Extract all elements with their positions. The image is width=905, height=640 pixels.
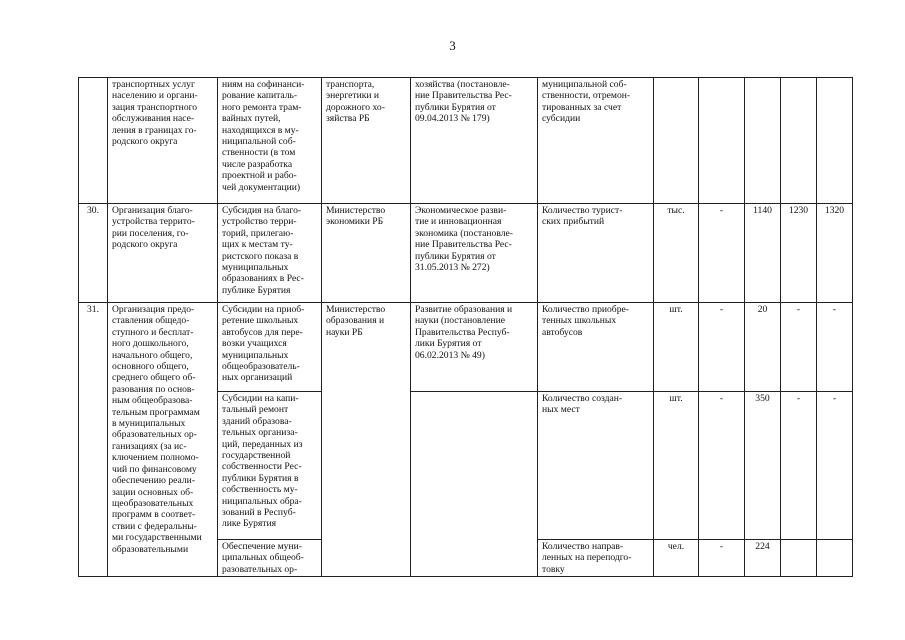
cell-indicator: муниципальной соб- ственности, отремон- тированных за счет субсидии — [538, 78, 654, 204]
cell-num: 31. — [79, 303, 108, 577]
cell-unit: шт. — [654, 303, 699, 392]
cell-ministry: Министерство образования и науки РБ — [322, 303, 411, 577]
table-row-31a — [79, 303, 853, 392]
cell-program-empty — [411, 392, 538, 577]
cell-subsidy: Обеспечение муни- ципальных общеоб- разовательных ор- — [218, 540, 322, 577]
page-number: 3 — [449, 38, 456, 53]
table-row-continued — [79, 78, 853, 204]
cell-ministry: транспорта, энергетики и дорожного хо- зяйства РБ — [322, 78, 411, 204]
cell-base: - — [699, 392, 745, 540]
cell-value-1: 20 — [745, 303, 781, 392]
cell-base: - — [699, 540, 745, 577]
cell-value-2: - — [781, 392, 817, 540]
cell-base: - — [699, 204, 745, 303]
subsidy-table — [78, 77, 853, 577]
cell-unit: шт. — [654, 392, 699, 540]
cell-unit: тыс. — [654, 204, 699, 303]
cell-base: - — [699, 303, 745, 392]
cell-value-2 — [781, 540, 817, 577]
cell-value-3 — [817, 78, 853, 204]
cell-subsidy: Субсидии на капи- тальный ремонт зданий образова- тельных организа- ций, переданных из государственной собственности Рес- публики Бурятия в собственность му- ниципальных обра- зований в Респуб- лике Бурятия — [218, 392, 322, 540]
cell-value-2 — [781, 78, 817, 204]
cell-value-3 — [817, 540, 853, 577]
cell-name: Организация благо- устройства террито- рии поселения, го- родского округа — [108, 204, 218, 303]
cell-value-1 — [745, 78, 781, 204]
cell-subsidy: Субсидия на благо- устройство терри- торий, прилегаю- щих к местам ту- ристского показа в муниципальных образованиях в Рес- публике Бурятия — [218, 204, 322, 303]
cell-program: Развитие образования и науки (постановление Правительства Респуб- лики Бурятия от 06.02.2013 № 49) — [411, 303, 538, 392]
cell-program: хозяйства (постановле- ние Правительства Рес- публики Бурятия от 09.04.2013 № 179) — [411, 78, 538, 204]
cell-unit — [654, 78, 699, 204]
cell-indicator: Количество направ- ленных на переподго- товку — [538, 540, 654, 577]
cell-value-3: - — [817, 303, 853, 392]
table-row-30 — [79, 204, 853, 303]
cell-indicator: Количество турист- ских прибытий — [538, 204, 654, 303]
cell-unit: чел. — [654, 540, 699, 577]
cell-value-1: 350 — [745, 392, 781, 540]
cell-indicator: Количество приобре- тенных школьных автобусов — [538, 303, 654, 392]
cell-base — [699, 78, 745, 204]
cell-num: 30. — [79, 204, 108, 303]
cell-subsidy: ниям на софинанси- рование капиталь- ного ремонта трам- вайных путей, находящихся в му- ниципальной соб- ственности (в том числе разработка проектной и рабо- чей документации) — [218, 78, 322, 204]
cell-value-1: 1140 — [745, 204, 781, 303]
cell-indicator: Количество создан- ных мест — [538, 392, 654, 540]
cell-value-3: 1320 — [817, 204, 853, 303]
cell-name: Организация предо- ставления общедо- ступного и бесплат- ного дошкольного, начального общего, основного общего, среднего общего об- разования по основ- ным общеобразова- тельным программам в муниципальных образовательных ор- ганизациях (за ис- ключением полномо- чий по финансовому обеспечению реали- зации основных об- щеобразовательных программ в соответ- ствии с федеральны- ми государственными образовательными — [108, 303, 218, 577]
cell-value-2: - — [781, 303, 817, 392]
cell-value-1: 224 — [745, 540, 781, 577]
cell-name: транспортных услуг населению и органи- зация транспортного обслуживания насе- ления в границах го- родского округа — [108, 78, 218, 204]
cell-num — [79, 78, 108, 204]
cell-program: Экономическое разви- тие и инновационная экономика (постановле- ние Правительства Рес- публики Бурятия от 31.05.2013 № 272) — [411, 204, 538, 303]
cell-value-2: 1230 — [781, 204, 817, 303]
cell-ministry: Министерство экономики РБ — [322, 204, 411, 303]
cell-subsidy: Субсидии на приоб- ретение школьных автобусов для пере- возки учащихся муниципальных общеобразователь- ных организаций — [218, 303, 322, 392]
cell-value-3: - — [817, 392, 853, 540]
